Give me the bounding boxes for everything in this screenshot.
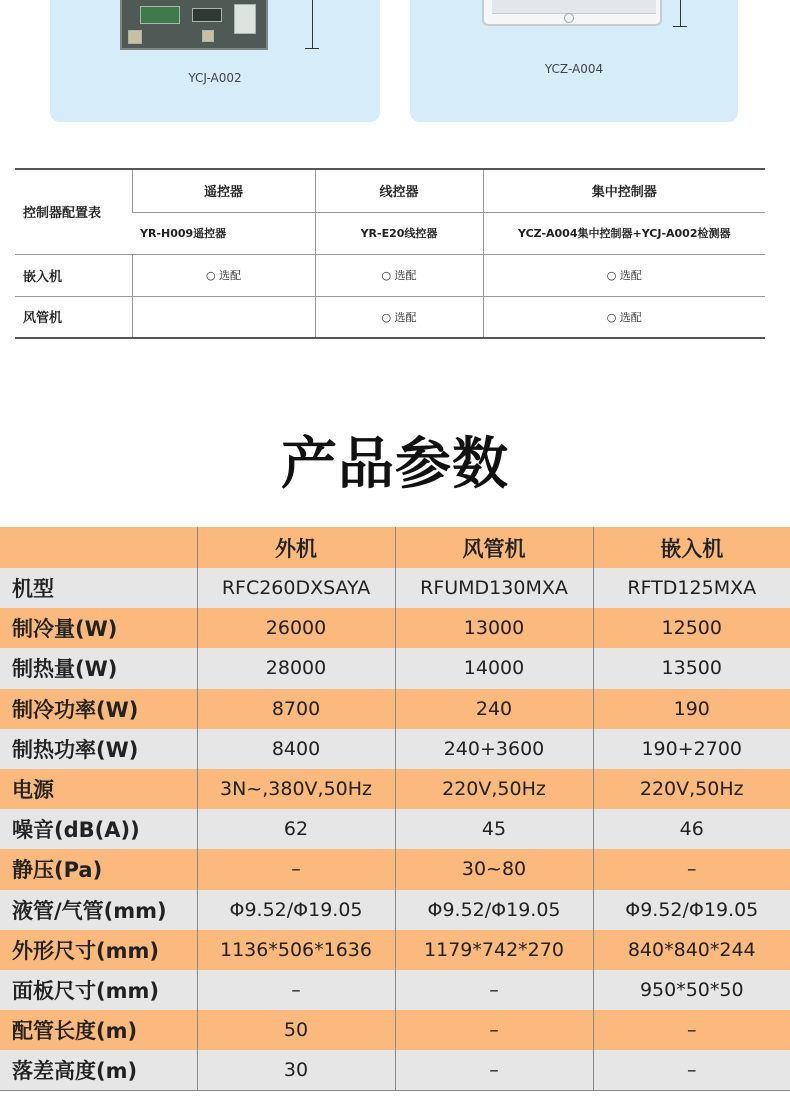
product-card-ycj-a002 [50,0,380,122]
config-cell: ○ 选配 [315,254,483,296]
spec-value: 13000 [395,608,593,648]
spec-row [0,568,790,608]
spec-row [0,849,790,889]
spec-value: Φ9.52/Φ19.05 [197,890,395,930]
config-model-remote: YR-H009遥控器 [132,212,315,254]
spec-column-header: 嵌入机 [593,527,790,568]
config-model-central: YCZ-A004集中控制器+YCJ-A002检测器 [483,212,765,254]
spec-value: 1136*506*1636 [197,930,395,970]
spec-value: – [395,1050,593,1090]
spec-value: – [593,1050,790,1090]
spec-value: RFC260DXSAYA [197,568,395,608]
spec-row [0,608,790,648]
spec-value: – [197,849,395,889]
spec-row [0,769,790,809]
config-col-central: 集中控制器 [483,169,765,212]
spec-row-label: 静压(Pa) [0,849,197,889]
spec-value: 8400 [197,729,395,769]
config-table-corner: 控制器配置表 [15,169,132,254]
section-title: 产品参数 [281,432,509,497]
config-cell: ○ 选配 [483,254,765,296]
spec-column-header: 外机 [197,527,395,568]
spec-row-label: 电源 [0,769,197,809]
spec-row-label: 面板尺寸(mm) [0,970,197,1010]
spec-value: 190+2700 [593,729,790,769]
spec-row [0,729,790,769]
spec-row-label: 外形尺寸(mm) [0,930,197,970]
spec-value: 45 [395,809,593,849]
spec-row [0,1010,790,1050]
spec-value: – [395,1010,593,1050]
spec-value: 3N~,380V,50Hz [197,769,395,809]
spec-value: 1179*742*270 [395,930,593,970]
spec-row [0,930,790,970]
spec-value: 14000 [395,648,593,688]
spec-value: – [395,970,593,1010]
spec-row-label: 制热功率(W) [0,729,197,769]
spec-row [0,689,790,729]
spec-value: RFTD125MXA [593,568,790,608]
spec-value: 46 [593,809,790,849]
config-cell: ○ 选配 [132,254,315,296]
config-col-remote: 遥控器 [132,169,315,212]
config-row-cassette [15,254,765,296]
config-col-wired: 线控器 [315,169,483,212]
spec-value: 28000 [197,648,395,688]
config-cell: ○ 选配 [315,296,483,338]
spec-value: 950*50*50 [593,970,790,1010]
product-caption: YCJ-A002 [188,71,242,85]
central-controller-panel-icon [482,0,662,26]
spec-value: 240 [395,689,593,729]
config-model-wired: YR-E20线控器 [315,212,483,254]
spec-row-label: 噪音(dB(A)) [0,809,197,849]
config-row-label: 嵌入机 [15,254,132,296]
spec-row-label: 制冷量(W) [0,608,197,648]
spec-value: Φ9.52/Φ19.05 [395,890,593,930]
config-cell [132,296,315,338]
pcb-board-icon [120,0,268,50]
spec-value: 13500 [593,648,790,688]
spec-value: 12500 [593,608,790,648]
config-row-duct [15,296,765,338]
spec-row-label: 制冷功率(W) [0,689,197,729]
spec-value: – [593,1010,790,1050]
spec-value: 62 [197,809,395,849]
spec-row [0,809,790,849]
config-cell: ○ 选配 [483,296,765,338]
spec-column-header: 风管机 [395,527,593,568]
spec-header-row [0,527,790,568]
spec-row [0,1050,790,1090]
spec-value: 30~80 [395,849,593,889]
spec-value: 220V,50Hz [593,769,790,809]
spec-value: Φ9.52/Φ19.05 [593,890,790,930]
spec-row [0,970,790,1010]
spec-value: 840*840*244 [593,930,790,970]
spec-value: 190 [593,689,790,729]
spec-value: 8700 [197,689,395,729]
spec-value: 50 [197,1010,395,1050]
spec-row-label: 落差高度(m) [0,1050,197,1090]
config-row-label: 风管机 [15,296,132,338]
spec-value: 240+3600 [395,729,593,769]
spec-value: 220V,50Hz [395,769,593,809]
spec-row [0,890,790,930]
spec-value: – [593,849,790,889]
spec-row-label: 机型 [0,568,197,608]
spec-row [0,648,790,688]
spec-value: RFUMD130MXA [395,568,593,608]
spec-row-label: 制热量(W) [0,648,197,688]
spec-value: – [197,970,395,1010]
spec-value: 26000 [197,608,395,648]
product-card-ycz-a004 [410,0,738,122]
spec-column-header [0,527,197,568]
spec-row-label: 配管长度(m) [0,1010,197,1050]
spec-table [0,527,790,1091]
spec-row-label: 液管/气管(mm) [0,890,197,930]
controller-config-table [15,168,765,339]
product-caption: YCZ-A004 [544,62,604,76]
spec-value: 30 [197,1050,395,1090]
